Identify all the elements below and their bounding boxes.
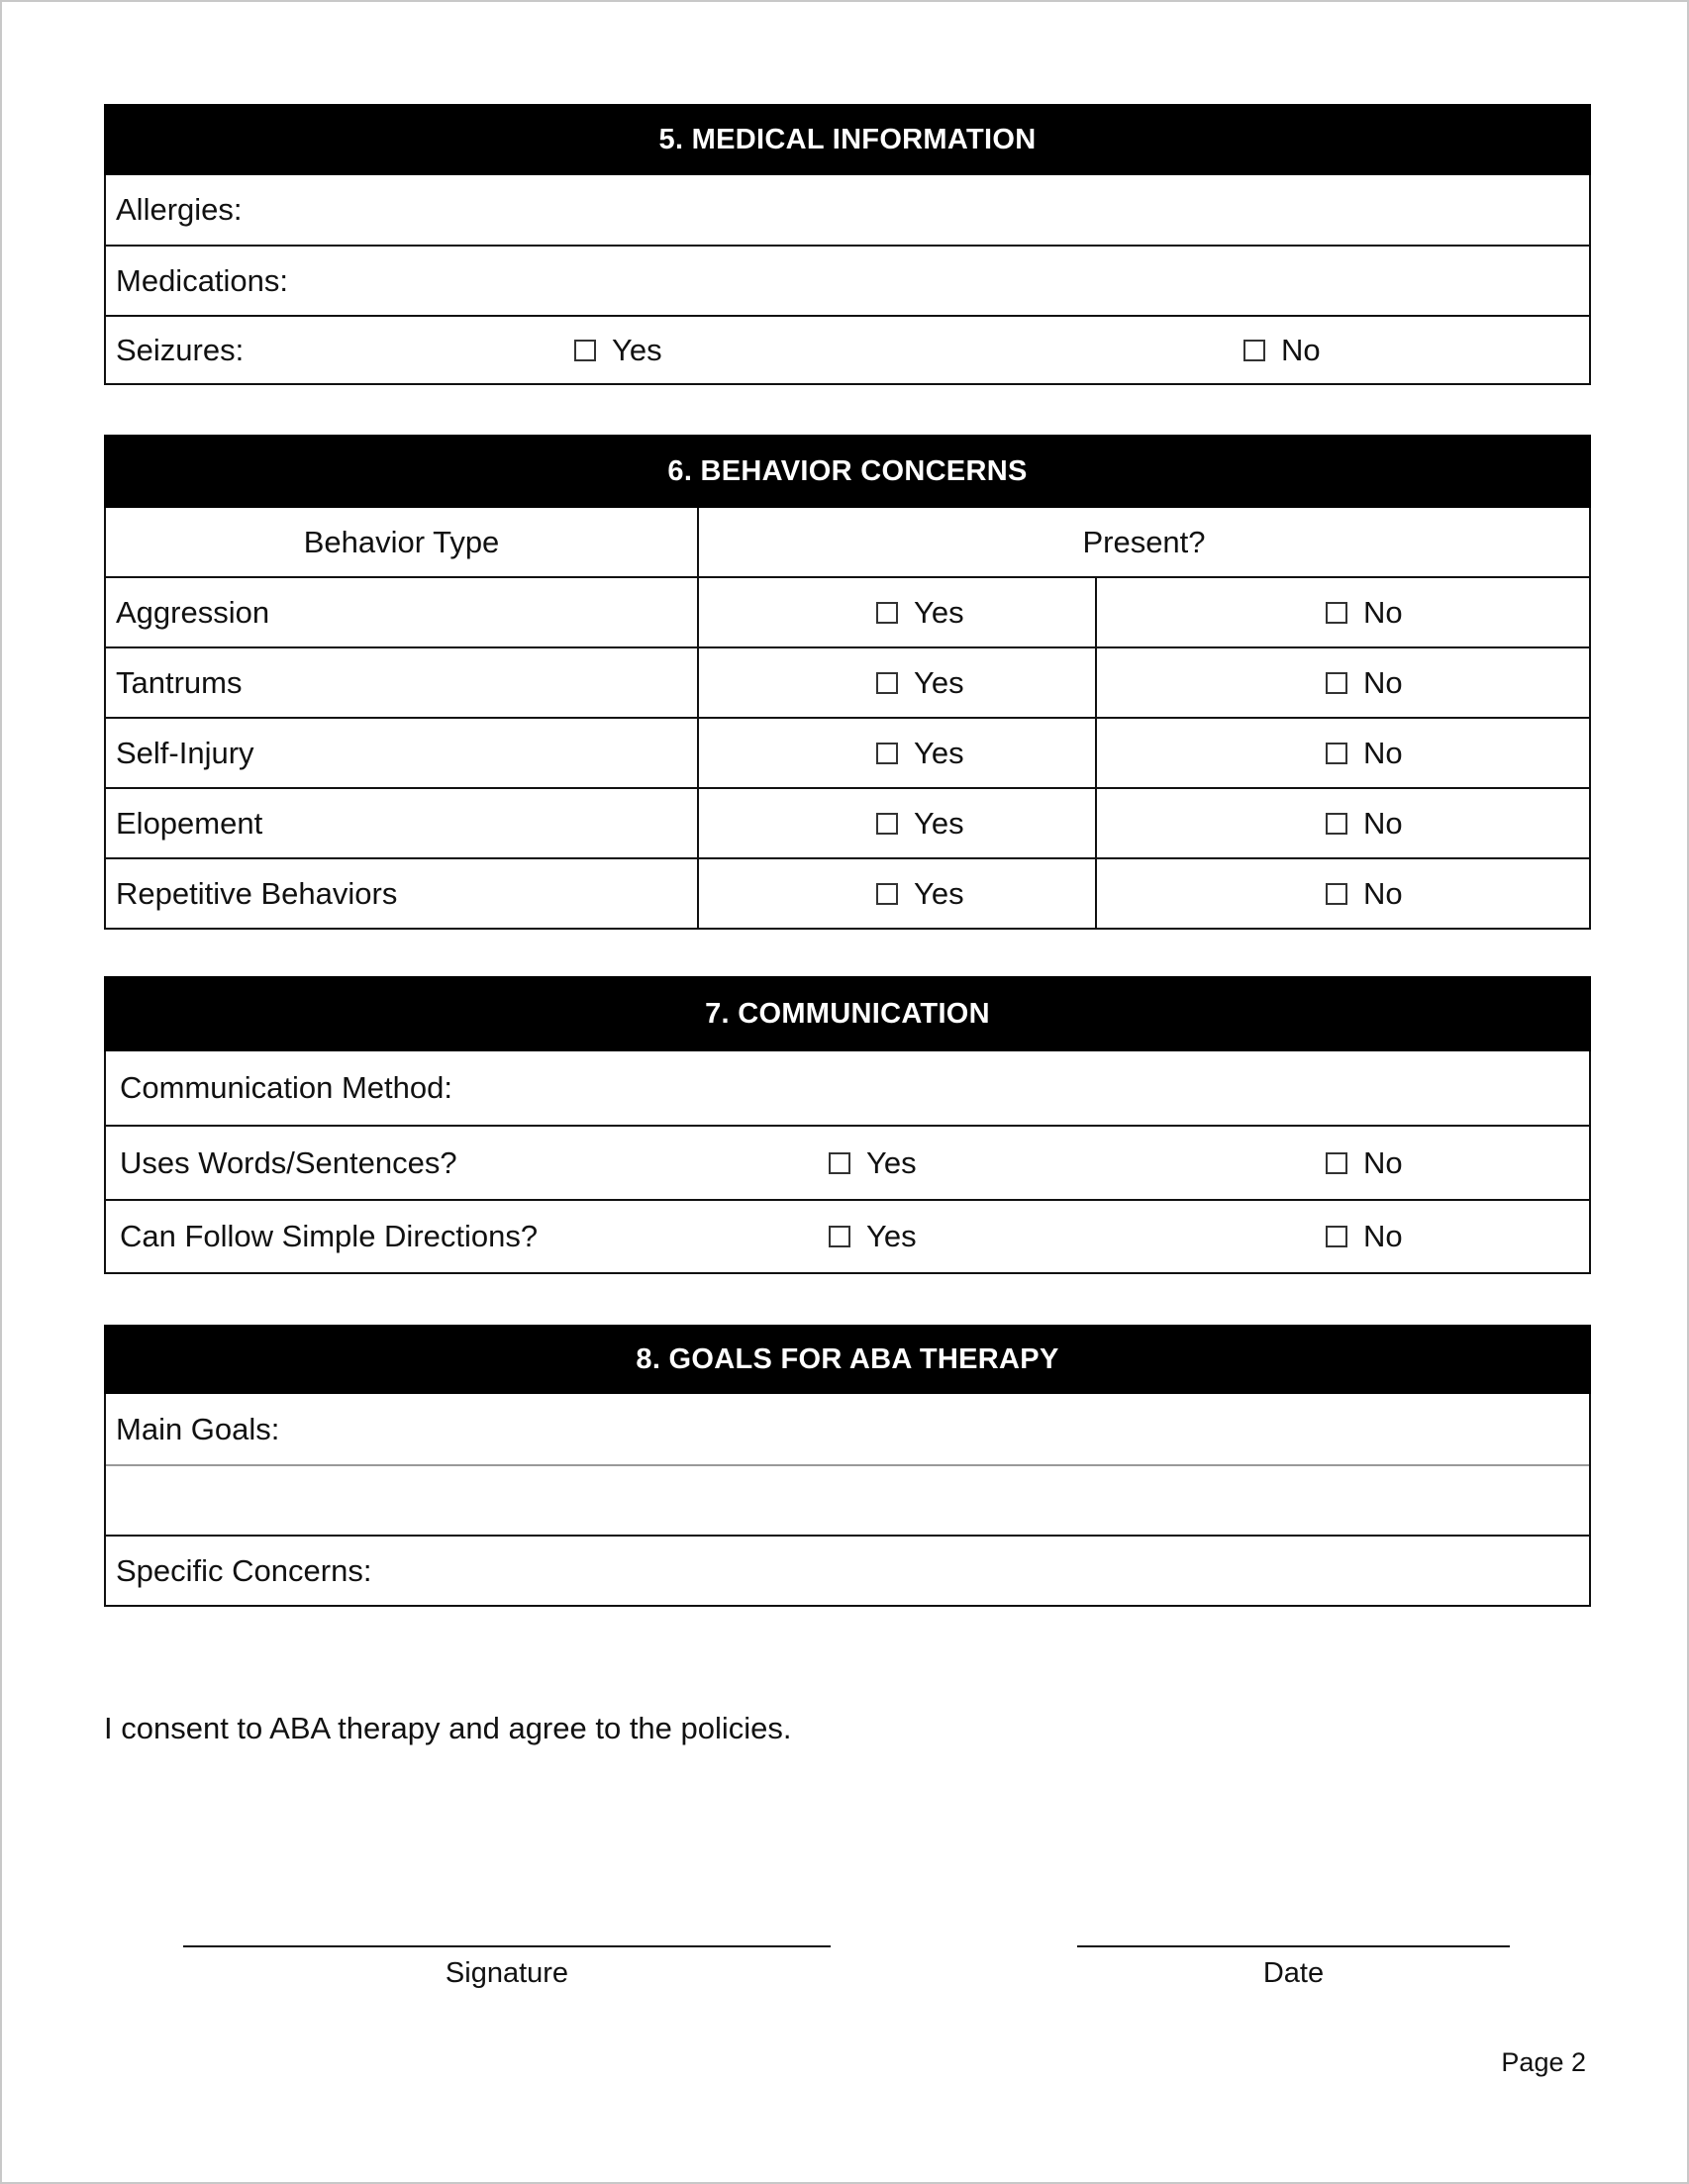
yes-label: Yes <box>914 805 964 841</box>
no-label: No <box>1363 735 1403 770</box>
column-divider <box>1095 648 1097 717</box>
present-header: Present? <box>1082 524 1206 559</box>
no-label: No <box>1363 1219 1403 1253</box>
no-label: No <box>1281 332 1321 367</box>
no-label: No <box>1363 594 1403 630</box>
behavior-no-option[interactable] <box>1326 719 1403 787</box>
medications-label: Medications: <box>116 262 289 298</box>
checkbox-icon[interactable] <box>1326 883 1347 905</box>
behavior-type-label: Tantrums <box>116 664 243 700</box>
communication-method-label: Communication Method: <box>120 1070 452 1105</box>
checkbox-icon[interactable] <box>1326 1226 1347 1247</box>
signature-line[interactable] <box>183 1945 831 1947</box>
uses-words-no-option[interactable] <box>1326 1127 1403 1199</box>
yes-label: Yes <box>866 1144 917 1180</box>
column-divider <box>1095 719 1097 787</box>
uses-words-label: Uses Words/Sentences? <box>120 1144 457 1180</box>
page-number: Page 2 <box>1501 2047 1586 2077</box>
checkbox-icon[interactable] <box>574 340 596 361</box>
column-divider <box>697 648 699 717</box>
behavior-section <box>104 435 1591 930</box>
behavior-row <box>106 857 1589 928</box>
yes-label: Yes <box>914 594 964 630</box>
no-label: No <box>1363 664 1403 700</box>
allergies-row[interactable] <box>106 175 1589 245</box>
yes-label: Yes <box>914 735 964 770</box>
date-line[interactable] <box>1077 1945 1510 1947</box>
behavior-row <box>106 717 1589 787</box>
behavior-yes-option[interactable] <box>876 578 964 646</box>
behavior-no-option[interactable] <box>1326 859 1403 928</box>
yes-label: Yes <box>914 664 964 700</box>
checkbox-icon[interactable] <box>876 813 898 835</box>
behavior-type-label: Elopement <box>116 805 263 841</box>
medical-header: 5. MEDICAL INFORMATION <box>104 104 1591 175</box>
column-divider <box>1095 859 1097 928</box>
checkbox-icon[interactable] <box>1326 1152 1347 1174</box>
column-divider <box>697 719 699 787</box>
checkbox-icon[interactable] <box>876 883 898 905</box>
column-divider <box>697 578 699 646</box>
behavior-yes-option[interactable] <box>876 859 964 928</box>
specific-concerns-row[interactable] <box>106 1535 1589 1605</box>
column-divider <box>1095 578 1097 646</box>
no-label: No <box>1363 1144 1403 1180</box>
goals-section <box>104 1325 1591 1607</box>
no-label: No <box>1363 875 1403 911</box>
yes-label: Yes <box>866 1219 917 1253</box>
behavior-header: 6. BEHAVIOR CONCERNS <box>104 435 1591 508</box>
date-caption: Date <box>1262 1957 1325 1989</box>
communication-section <box>104 976 1591 1274</box>
checkbox-icon[interactable] <box>1326 602 1347 624</box>
behavior-yes-option[interactable] <box>876 719 964 787</box>
column-divider <box>1095 789 1097 857</box>
checkbox-icon[interactable] <box>1326 672 1347 694</box>
behavior-row <box>106 646 1589 717</box>
behavior-no-option[interactable] <box>1326 789 1403 857</box>
specific-concerns-label: Specific Concerns: <box>116 1552 372 1588</box>
allergies-label: Allergies: <box>116 192 243 227</box>
seizures-row <box>106 315 1589 383</box>
yes-label: Yes <box>612 332 662 367</box>
seizures-label: Seizures: <box>116 332 245 367</box>
behavior-yes-option[interactable] <box>876 648 964 717</box>
column-divider <box>697 859 699 928</box>
checkbox-icon[interactable] <box>829 1152 850 1174</box>
uses-words-row <box>106 1125 1589 1199</box>
checkbox-icon[interactable] <box>1326 813 1347 835</box>
goals-header: 8. GOALS FOR ABA THERAPY <box>104 1325 1591 1394</box>
communication-method-row[interactable] <box>106 1051 1589 1125</box>
checkbox-icon[interactable] <box>1326 743 1347 764</box>
behavior-header-row <box>106 508 1589 576</box>
medical-section <box>104 104 1591 385</box>
behavior-yes-option[interactable] <box>876 789 964 857</box>
follow-directions-row <box>106 1199 1589 1272</box>
signature-caption: Signature <box>445 1957 569 1989</box>
column-divider <box>697 789 699 857</box>
medications-row[interactable] <box>106 245 1589 315</box>
main-goals-label: Main Goals: <box>116 1411 280 1446</box>
checkbox-icon[interactable] <box>1243 340 1265 361</box>
yes-label: Yes <box>914 875 964 911</box>
seizures-no-option[interactable] <box>1243 317 1321 383</box>
behavior-no-option[interactable] <box>1326 578 1403 646</box>
main-goals-blank-row[interactable] <box>106 1464 1589 1535</box>
behavior-row <box>106 576 1589 646</box>
checkbox-icon[interactable] <box>876 602 898 624</box>
behavior-type-label: Self-Injury <box>116 735 254 770</box>
checkbox-icon[interactable] <box>876 743 898 764</box>
uses-words-yes-option[interactable] <box>829 1127 917 1199</box>
follow-directions-label: Can Follow Simple Directions? <box>120 1219 539 1253</box>
behavior-no-option[interactable] <box>1326 648 1403 717</box>
behavior-type-header: Behavior Type <box>303 524 500 559</box>
checkbox-icon[interactable] <box>876 672 898 694</box>
follow-directions-no-option[interactable] <box>1326 1201 1403 1272</box>
behavior-row <box>106 787 1589 857</box>
no-label: No <box>1363 805 1403 841</box>
behavior-type-label: Aggression <box>116 594 270 630</box>
seizures-yes-option[interactable] <box>574 317 662 383</box>
behavior-type-label: Repetitive Behaviors <box>116 875 398 911</box>
checkbox-icon[interactable] <box>829 1226 850 1247</box>
follow-directions-yes-option[interactable] <box>829 1201 917 1272</box>
consent-statement: I consent to ABA therapy and agree to the policies. <box>104 1711 792 1745</box>
communication-header: 7. COMMUNICATION <box>104 976 1591 1051</box>
main-goals-row[interactable] <box>106 1394 1589 1464</box>
